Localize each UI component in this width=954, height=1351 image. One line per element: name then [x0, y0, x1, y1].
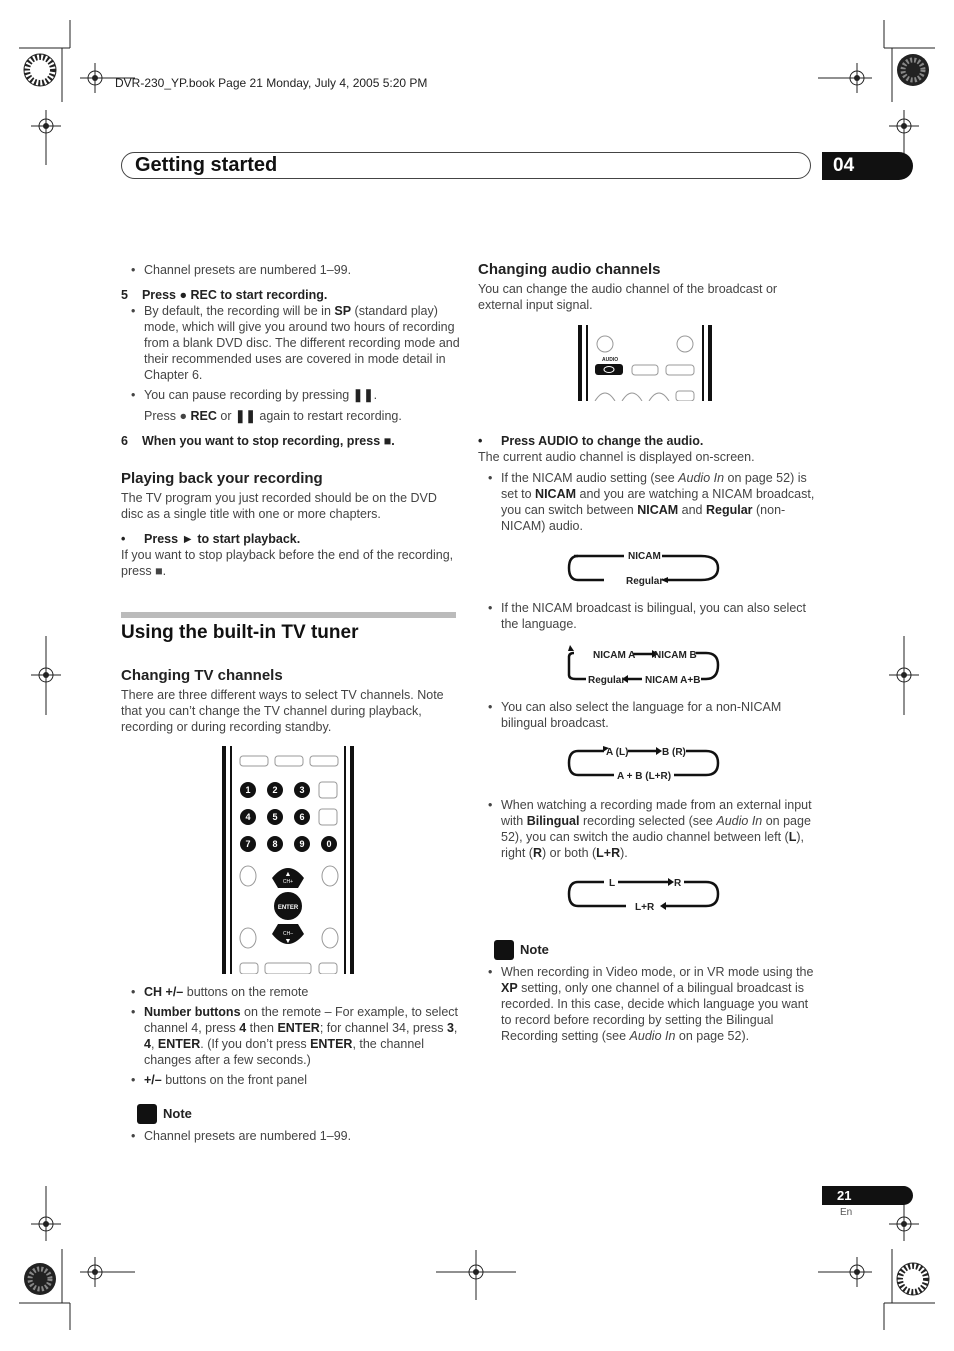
diagram-label: R [674, 878, 682, 889]
number-key-label: 8 [272, 839, 278, 849]
record-dot-icon: ● [179, 288, 188, 302]
stop-icon: ■ [155, 564, 163, 578]
nicam-regular-cycle [566, 548, 724, 588]
record-dot-icon: ● [179, 409, 187, 423]
text: NICAM [637, 503, 679, 517]
text: on the remote – For example, to select channel 4, press [144, 1005, 458, 1035]
pause-restart [121, 408, 461, 424]
changing-tv-block [121, 668, 461, 735]
text: on page 52) is set to [501, 471, 807, 501]
text: Bilingual [526, 814, 580, 828]
text: You can pause recording by pressing [144, 388, 353, 402]
step-text: Press [141, 288, 180, 302]
number-key-label: 2 [272, 785, 278, 795]
text: Number buttons [144, 1005, 241, 1019]
text: and [678, 503, 706, 517]
text: 3 [446, 1021, 454, 1035]
left-column [121, 262, 461, 579]
non-nicam-bullet: • You can also select the language for a non-NICAM bilingual broadcast. [478, 699, 818, 731]
current-audio: The current audio channel is displayed on-screen. [478, 450, 755, 464]
playback-body: The TV program you just recorded should be on the DVD disc as a single title with one or more chapters. [121, 491, 437, 521]
section-divider [121, 612, 456, 618]
step-number: 6 [121, 434, 128, 448]
pause-icon: ❚❚ [234, 409, 256, 423]
step-6: 6 When you want to stop recording, press ■. [121, 434, 395, 448]
text: ENTER [157, 1037, 201, 1051]
ch-up-label: CH+ [282, 879, 294, 885]
step-number: 5 [121, 288, 128, 302]
text: ) or both ( [541, 846, 597, 860]
audio-heading: Changing audio channels [478, 261, 661, 278]
page-number: 21 [822, 1186, 913, 1205]
number-key-label: 7 [245, 839, 251, 849]
text: recording selected (see [579, 814, 717, 828]
diagram-label: NICAM A+B [645, 675, 701, 686]
remote-number-illustration [220, 746, 356, 974]
number-key-label: 5 [272, 812, 278, 822]
diagram-label: Regular [588, 675, 626, 686]
audio-button [595, 364, 623, 375]
diagram-label: L [609, 878, 616, 889]
file-info: DVR-230_YP.book Page 21 Monday, July 4, 2005 5:20 PM [115, 76, 428, 90]
audio-key-label: AUDIO [602, 357, 619, 363]
text: buttons on the front panel [161, 1073, 307, 1087]
text: to start playback. [193, 532, 301, 546]
playback-press: • Press ► to start playback. [121, 532, 301, 546]
pencil-note-icon [137, 1104, 157, 1124]
text: . (If you don’t press [200, 1037, 311, 1051]
text: ). [620, 846, 628, 860]
text: CH +/– [144, 985, 184, 999]
arrow-down-icon: ▼ [284, 938, 292, 945]
front-bullet [121, 1072, 461, 1088]
text: REC [190, 409, 217, 423]
external-bullet [478, 797, 818, 861]
text: If you want to stop playback before the end of the recording, press [121, 548, 454, 578]
playback-heading: Playing back your recording [121, 470, 323, 487]
step-5 [121, 287, 461, 303]
external-text [478, 797, 818, 861]
text: ; for channel 34, press [319, 1021, 447, 1035]
number-key-label: 4 [245, 812, 251, 822]
ch-bullet [121, 984, 461, 1000]
text: XP [501, 981, 518, 995]
text: then [246, 1021, 278, 1035]
number-bullet [121, 1004, 461, 1068]
pause-icon: ❚❚ [352, 388, 374, 402]
text: NICAM [535, 487, 577, 501]
enter-key-label: ENTER [277, 905, 299, 911]
number-key-label: 0 [326, 839, 332, 849]
changing-tv-heading: Changing TV channels [121, 667, 283, 684]
text: +/– [144, 1073, 162, 1087]
step-text: When you want to stop recording, press [141, 434, 384, 448]
number-key-label: 6 [299, 812, 305, 822]
text: setting, only one channel of a bilingual broadcast is recorded. In this case, decide which language you want to record before recording by setting the Bilingual Recording setting (see [501, 981, 809, 1043]
text: and you are watching a NICAM broadcast, you can switch between [501, 487, 815, 517]
section-title: Getting started [135, 154, 278, 176]
note-bullet [478, 964, 818, 1044]
note-header [121, 1104, 461, 1124]
ab-cycle [566, 743, 724, 783]
changing-tv-body: There are three different ways to select TV channels. Note that you can’t change the TV channel during playback, recording or during recording standby. [121, 688, 444, 734]
text: Press [144, 409, 180, 423]
pause-bullet: • You can pause recording by pressing ❚❚. [121, 387, 461, 403]
text: When watching a recording made from an external input with [501, 798, 812, 828]
diagram-label: Regular [626, 576, 664, 587]
number-key-label: 9 [299, 839, 305, 849]
number-key-label: 3 [299, 785, 305, 795]
text: L [788, 830, 797, 844]
text: or [216, 409, 235, 423]
text: SP [334, 304, 352, 318]
chapter-number: 04 [822, 152, 913, 180]
text: When recording in Video mode, or in VR mode using the [501, 965, 814, 979]
nicam-bullet [478, 470, 818, 534]
remote-audio-illustration [576, 325, 714, 401]
text: Audio In [716, 814, 763, 828]
text: (non-NICAM) audio. [501, 503, 786, 533]
text: 4 [239, 1021, 247, 1035]
channel-methods [121, 984, 461, 1144]
text: on page 52). [675, 1029, 750, 1043]
step-text: REC to start recording. [187, 288, 328, 302]
diagram-label: A (L) [606, 747, 629, 758]
diagram-label: L+R [635, 902, 655, 913]
non-nicam-text [478, 699, 818, 731]
sp-bullet [121, 303, 461, 383]
note-label: Note [163, 1106, 192, 1121]
diagram-label: B (R) [662, 747, 686, 758]
text: ENTER [277, 1021, 320, 1035]
page-language: En [840, 1207, 853, 1218]
lr-cycle [566, 874, 724, 914]
text: on page 52), you can switch the audio channel between left ( [501, 814, 811, 844]
tuner-heading: Using the built-in TV tuner [121, 622, 359, 643]
text: again to restart recording. [255, 409, 402, 423]
note-label: Note [520, 942, 549, 957]
presets-bullet: • Channel presets are numbered 1–99. [121, 262, 461, 278]
diagram-label: A + B (L+R) [617, 771, 672, 782]
ch-down-label: CH– [282, 931, 294, 937]
text: , [453, 1021, 458, 1035]
text: Press [144, 532, 182, 546]
text: , [150, 1037, 158, 1051]
bilingual-bullet: • If the NICAM broadcast is bilingual, you can also select the language. [478, 600, 818, 632]
right-note [478, 940, 818, 1044]
press-audio: • Press AUDIO to change the audio. [478, 434, 704, 448]
pencil-note-icon [494, 940, 514, 960]
text: L+R [596, 846, 621, 860]
text: Press AUDIO to change the audio. [501, 434, 704, 448]
right-column [478, 262, 818, 313]
diagram-label: NICAM A [593, 650, 636, 661]
text: 4 [144, 1037, 151, 1051]
audio-steps [478, 433, 818, 534]
nicam-bilingual-cycle [566, 645, 724, 687]
text: ), right ( [501, 830, 804, 860]
note-header [478, 940, 818, 960]
text: Regular [705, 503, 753, 517]
text: (standard play) mode, which will give you around two hours of recording from a blank DVD disc. The different recording mode and their recommended uses are covered in mode detail in Chapter 6. [144, 304, 460, 382]
text: R [532, 846, 542, 860]
play-icon: ► [181, 532, 194, 546]
audio-body: You can change the audio channel of the broadcast or external input signal. [478, 282, 778, 312]
text: By default, the recording will be in [144, 304, 335, 318]
arrow-up-icon: ▲ [284, 871, 292, 878]
text: ENTER [310, 1037, 353, 1051]
text: If the NICAM audio setting (see [501, 471, 679, 485]
text: buttons on the remote [183, 985, 309, 999]
diagram-label: NICAM [628, 551, 661, 562]
diagram-label: NICAM B [654, 650, 697, 661]
text: , the channel changes after a few seconds.) [144, 1037, 425, 1067]
number-key-label: 1 [245, 785, 251, 795]
bilingual-text [478, 600, 818, 632]
playback-stop: If you want to stop playback before the end of the recording, press ■. [121, 548, 454, 578]
text: Audio In [629, 1029, 676, 1043]
text: Audio In [678, 471, 725, 485]
stop-icon: ■ [383, 434, 392, 448]
note-bullet: • Channel presets are numbered 1–99. [121, 1128, 461, 1144]
